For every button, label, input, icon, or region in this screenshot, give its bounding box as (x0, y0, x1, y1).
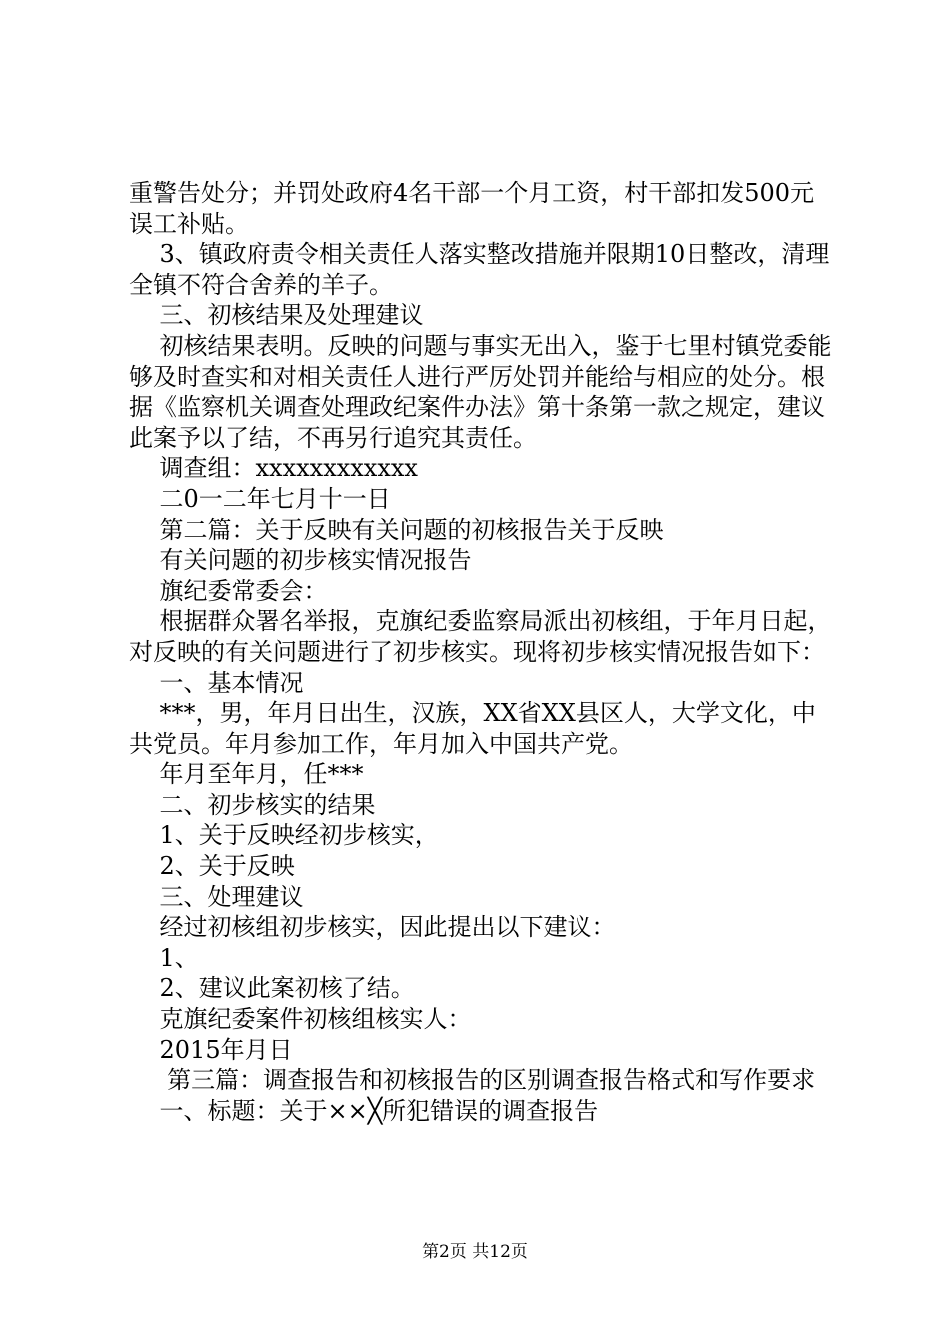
paragraph: 3、镇政府责令相关责任人落实整改措施并限期10日整改，清理全镇不符合舍养的羊子。 (129, 240, 830, 299)
signature-line: 克旗纪委案件初核组核实人： (129, 1005, 472, 1034)
list-item: 1、关于反映经初步核实， (129, 821, 439, 850)
date-line: 二0一二年七月十一日 (129, 484, 391, 513)
section-heading: 三、处理建议 (129, 882, 304, 911)
article-title: 第二篇：关于反映有关问题的初核报告关于反映 (129, 515, 664, 544)
section-heading: 一、标题：关于××╳所犯错误的调查报告 (129, 1096, 599, 1125)
page-number-label: 第2页 共12页 (422, 1242, 528, 1262)
addressee: 旗纪委常委会： (129, 576, 328, 605)
signature-line: 调查组：xxxxxxxxxxxx (129, 454, 418, 483)
document-body (129, 178, 835, 1126)
page-footer (0, 1241, 950, 1263)
paragraph: 根据群众署名举报，克旗纪委监察局派出初核组，于年月日起，对反映的有关问题进行了初步核实。现将初步核实情况报告如下： (129, 607, 832, 666)
list-item: 1、 (129, 943, 199, 972)
list-item: 2、建议此案初核了结。 (129, 974, 415, 1003)
paragraph: 经过初核组初步核实，因此提出以下建议： (129, 913, 616, 942)
section-heading: 二、初步核实的结果 (129, 790, 376, 819)
paragraph: 年月至年月，任*** (129, 760, 364, 789)
paragraph: ***，男，年月日出生，汉族，XX省XX县区人，大学文化，中共党员。年月参加工作，年月加入中国共产党。 (129, 699, 816, 758)
section-heading: 三、初核结果及处理建议 (129, 301, 424, 330)
paragraph: 重警告处分；并罚处政府4名干部一个月工资，村干部扣发500元误工补贴。 (129, 179, 815, 238)
list-item: 2、关于反映 (129, 852, 295, 881)
article-title: 第三篇：调查报告和初核报告的区别调查报告格式和写作要求 (129, 1066, 816, 1095)
article-subtitle: 有关问题的初步核实情况报告 (129, 546, 472, 575)
section-heading: 一、基本情况 (129, 668, 304, 697)
paragraph: 初核结果表明。反映的问题与事实无出入，鉴于七里村镇党委能够及时查实和对相关责任人进行严厉处罚并能给与相应的处分。根据《监察机关调查处理政纪案件办法》第十条第一款之规定，建议此案予以了结，不再另行追究其责任。 (129, 331, 832, 452)
date-line: 2015年月日 (129, 1035, 293, 1064)
